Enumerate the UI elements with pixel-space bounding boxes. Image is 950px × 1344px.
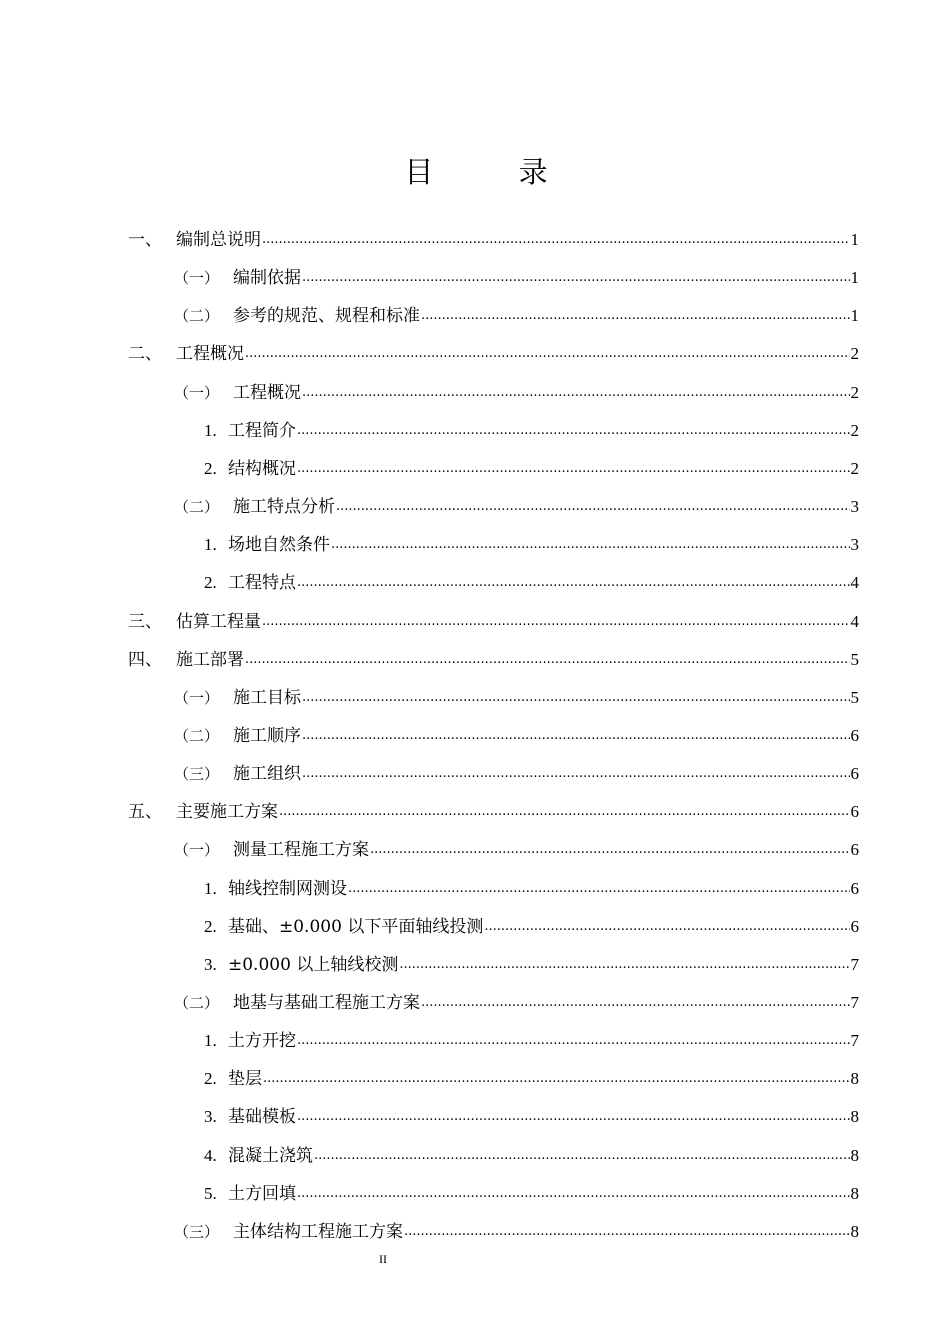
toc-entry-number: （二） [174, 994, 220, 1012]
toc-entry[interactable] [204, 568, 859, 592]
toc-entry-label: 测量工程施工方案 [233, 840, 369, 860]
toc-entry-number: 1. [204, 879, 217, 898]
toc-entry-number: （三） [174, 1223, 220, 1241]
toc-entry[interactable] [204, 950, 859, 974]
toc-dot-leader [370, 835, 850, 855]
toc-entry-label: 主体结构工程施工方案 [233, 1222, 403, 1242]
toc-dot-leader [302, 378, 850, 398]
toc-entry-page: 2 [850, 383, 859, 402]
toc-entry-label: 施工组织 [233, 764, 301, 784]
page-title: 目 录 [404, 155, 586, 189]
toc-entry-label: 土方开挖 [228, 1031, 296, 1051]
toc-entry-page: 2 [850, 421, 859, 440]
toc-dot-leader [336, 492, 850, 512]
toc-entry-page: 7 [850, 955, 859, 974]
toc-entry[interactable] [174, 263, 859, 287]
toc-entry[interactable] [174, 301, 859, 325]
toc-entry-label: 基础模板 [228, 1107, 296, 1127]
toc-entry-label: 地基与基础工程施工方案 [233, 993, 420, 1013]
toc-dot-leader [297, 1102, 850, 1122]
toc-entry-page: 2 [850, 459, 859, 478]
toc-entry-number: 5. [204, 1184, 217, 1203]
toc-entry-page: 6 [850, 802, 859, 821]
toc-entry-label: 场地自然条件 [228, 535, 330, 555]
toc-entry[interactable] [204, 1102, 859, 1126]
toc-entry-page: 3 [850, 497, 859, 516]
toc-entry-label: 参考的规范、规程和标准 [233, 306, 420, 326]
toc-entry-number: （二） [174, 307, 220, 325]
toc-dot-leader [262, 225, 850, 245]
toc-entry[interactable] [204, 1026, 859, 1050]
toc-entry-page: 6 [850, 840, 859, 859]
toc-entry[interactable] [128, 339, 859, 363]
toc-entry-page: 7 [850, 993, 859, 1012]
toc-entry-label: 施工目标 [233, 688, 301, 708]
toc-entry-number: （三） [174, 765, 220, 783]
toc-entry-number: 2. [204, 573, 217, 592]
toc-entry-page: 8 [850, 1222, 859, 1241]
toc-entry-number: （二） [174, 727, 220, 745]
toc-dot-leader [302, 721, 850, 741]
toc-entry-label: 工程简介 [228, 421, 296, 441]
toc-entry[interactable] [204, 416, 859, 440]
toc-entry-page: 8 [850, 1069, 859, 1088]
toc-entry[interactable] [174, 492, 859, 516]
toc-entry-number: 4. [204, 1146, 217, 1165]
toc-entry-label: 基础、±0.000 以下平面轴线投测 [228, 917, 484, 937]
toc-dot-leader [302, 263, 850, 283]
toc-dot-leader [404, 1217, 850, 1237]
toc-entry[interactable] [174, 721, 859, 745]
toc-entry-label: 工程概况 [176, 344, 244, 364]
toc-entry-page: 6 [850, 917, 859, 936]
toc-dot-leader [484, 912, 849, 932]
toc-dot-leader [245, 645, 850, 665]
toc-entry-number: 1. [204, 535, 217, 554]
toc-entry-label: 工程特点 [228, 573, 296, 593]
toc-entry-page: 6 [850, 726, 859, 745]
toc-entry-label: ±0.000 以上轴线校测 [228, 955, 399, 975]
toc-entry-label: 土方回填 [228, 1184, 296, 1204]
toc-entry-page: 6 [850, 764, 859, 783]
toc-entry-number: 一、 [128, 230, 162, 250]
toc-entry-number: 二、 [128, 344, 162, 364]
toc-entry[interactable] [128, 607, 859, 631]
toc-entry-number: 2. [204, 1069, 217, 1088]
toc-entry-number: 三、 [128, 612, 162, 632]
toc-entry[interactable] [174, 683, 859, 707]
toc-entry[interactable] [204, 1064, 859, 1088]
toc-entry-label: 垫层 [228, 1069, 262, 1089]
toc-dot-leader [399, 950, 849, 970]
toc-entry-label: 编制依据 [233, 268, 301, 288]
toc-entry-page: 3 [850, 535, 859, 554]
toc-dot-leader [348, 874, 850, 894]
toc-entry-page: 2 [850, 344, 859, 363]
toc-entry-number: 1. [204, 1031, 217, 1050]
toc-entry[interactable] [204, 1141, 859, 1165]
toc-entry-page: 1 [850, 230, 859, 249]
toc-entry-page: 7 [850, 1031, 859, 1050]
toc-entry[interactable] [174, 1217, 859, 1241]
toc-entry[interactable] [174, 759, 859, 783]
toc-entry-number: （二） [174, 498, 220, 516]
toc-entry-label: 估算工程量 [176, 612, 261, 632]
toc-entry-page: 4 [850, 573, 859, 592]
toc-entry-label: 施工顺序 [233, 726, 301, 746]
toc-entry-page: 6 [850, 879, 859, 898]
toc-entry-number: 五、 [128, 802, 162, 822]
toc-entry-page: 8 [850, 1184, 859, 1203]
toc-entry-number: 3. [204, 1107, 217, 1126]
toc-dot-leader [297, 568, 850, 588]
toc-entry-label: 工程概况 [233, 383, 301, 403]
page-number-footer: II [379, 1252, 387, 1266]
toc-entry[interactable] [128, 797, 859, 821]
toc-entry-label: 施工特点分析 [233, 497, 335, 517]
toc-dot-leader [302, 683, 850, 703]
toc-dot-leader [297, 454, 850, 474]
toc-entry[interactable] [174, 378, 859, 402]
toc-entry-number: （一） [174, 689, 220, 707]
toc-entry[interactable] [204, 530, 859, 554]
toc-entry-number: 1. [204, 421, 217, 440]
toc-entry[interactable] [204, 454, 859, 478]
toc-entry-number: 2. [204, 917, 217, 936]
toc-entry-number: 3. [204, 955, 217, 974]
toc-entry-page: 1 [850, 268, 859, 287]
toc-entry-label: 混凝土浇筑 [228, 1146, 313, 1166]
toc-entry-label: 施工部署 [176, 650, 244, 670]
toc-dot-leader [421, 301, 850, 321]
toc-entry-label: 轴线控制网测设 [228, 879, 347, 899]
toc-entry[interactable] [204, 912, 859, 936]
toc-dot-leader [262, 607, 850, 627]
toc-entry-number: （一） [174, 384, 220, 402]
toc-entry-page: 8 [850, 1146, 859, 1165]
toc-dot-leader [263, 1064, 850, 1084]
toc-dot-leader [302, 759, 850, 779]
toc-entry[interactable] [204, 1179, 859, 1203]
toc-entry[interactable] [204, 874, 859, 898]
toc-entry-page: 4 [850, 612, 859, 631]
toc-entry-number: 四、 [128, 650, 162, 670]
toc-dot-leader [421, 988, 850, 1008]
toc-entry[interactable] [128, 225, 859, 249]
toc-dot-leader [297, 416, 850, 436]
toc-dot-leader [297, 1026, 850, 1046]
toc-entry-number: （一） [174, 269, 220, 287]
toc-entry[interactable] [128, 645, 859, 669]
toc-dot-leader [245, 339, 850, 359]
toc-entry-number: （一） [174, 841, 220, 859]
toc-entry-label: 编制总说明 [176, 230, 261, 250]
toc-dot-leader [279, 797, 850, 817]
toc-dot-leader [297, 1179, 850, 1199]
toc-entry-label: 主要施工方案 [176, 802, 278, 822]
toc-entry[interactable] [174, 835, 859, 859]
toc-entry[interactable] [174, 988, 859, 1012]
toc-dot-leader [314, 1141, 850, 1161]
toc-entry-number: 2. [204, 459, 217, 478]
toc-entry-page: 8 [850, 1107, 859, 1126]
toc-entry-page: 5 [850, 650, 859, 669]
toc-entry-label: 结构概况 [228, 459, 296, 479]
toc-entry-page: 1 [850, 306, 859, 325]
toc-entry-page: 5 [850, 688, 859, 707]
toc-dot-leader [331, 530, 850, 550]
